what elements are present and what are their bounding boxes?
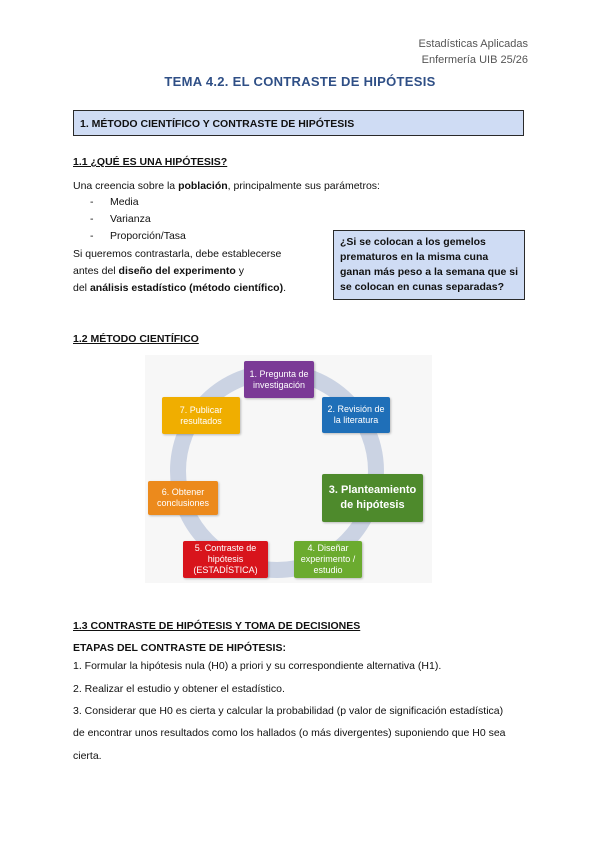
step-hypothesis-statement xyxy=(322,474,423,522)
line2-pre: antes del xyxy=(73,265,119,277)
stage-item-3-line-3: cierta. xyxy=(73,750,102,762)
document-header xyxy=(419,36,528,68)
step-2-label: 2. Revisión de la literatura xyxy=(327,404,385,425)
course-name: Estadísticas Aplicadas xyxy=(418,38,528,50)
step-5-label: 5. Contraste de hipótesis (ESTADÍSTICA) xyxy=(193,543,258,575)
paragraph-line-2 xyxy=(73,263,286,280)
step-hypothesis-test xyxy=(183,541,268,578)
step-publish-results xyxy=(162,397,240,434)
stage-item-2: 2. Realizar el estudio y obtener el estadístico. xyxy=(73,683,285,695)
line2-post: y xyxy=(235,265,244,277)
document-title: TEMA 4.2. EL CONTRASTE DE HIPÓTESIS xyxy=(164,74,436,89)
list-item: - Varianza xyxy=(90,213,151,225)
institution-name: Enfermería UIB 25/26 xyxy=(421,54,528,66)
example-question-callout: ¿Si se colocan a los gemelos prematuros en la misma cuna ganan más peso a la semana que si se colocan en cunas separadas? xyxy=(333,230,525,300)
stage-item-1: 1. Formular la hipótesis nula (H0) a priori y su correspondiente alternativa (H1). xyxy=(73,660,442,672)
contrast-paragraph xyxy=(73,246,286,297)
paragraph-line-1: Si queremos contrastarla, debe establecerse xyxy=(73,248,282,260)
bullet-varianza: Varianza xyxy=(110,213,151,225)
step-research-question xyxy=(244,361,314,398)
definition-bold: población xyxy=(178,180,228,192)
step-4-label: 4. Diseñar experimento / estudio xyxy=(300,543,356,575)
step-literature-review xyxy=(322,397,390,433)
line3-post: . xyxy=(283,282,286,294)
bullet-proporcion: Proporción/Tasa xyxy=(110,230,186,242)
step-7-label: 7. Publicar resultados xyxy=(179,404,223,426)
subsection-heading-1-1: 1.1 ¿QUÉ ES UNA HIPÓTESIS? xyxy=(73,156,228,168)
stages-label: ETAPAS DEL CONTRASTE DE HIPÓTESIS: xyxy=(73,642,286,654)
bullet-media: Media xyxy=(110,196,139,208)
subsection-heading-1-2: 1.2 MÉTODO CIENTÍFICO xyxy=(73,333,199,345)
subsection-heading-1-3: 1.3 CONTRASTE DE HIPÓTESIS Y TOMA DE DECISIONES xyxy=(73,620,361,632)
line3-bold: análisis estadístico (método científico) xyxy=(89,282,284,294)
stage-item-3-line-2: de encontrar unos resultados como los hallados (o más divergentes) suponiendo que H0 sea xyxy=(73,727,506,739)
line2-bold: diseño del experimento xyxy=(118,265,236,277)
stage-item-3-line-1: 3. Considerar que H0 es cierta y calcular la probabilidad (p valor de significación estadística) xyxy=(73,705,504,717)
list-item: - Media xyxy=(90,196,139,208)
section-heading-1: 1. MÉTODO CIENTÍFICO Y CONTRASTE DE HIPÓTESIS xyxy=(73,110,524,136)
step-3-label: 3. Planteamiento de hipótesis xyxy=(328,484,417,511)
definition-post: , principalmente sus parámetros: xyxy=(227,180,380,192)
paragraph-line-3 xyxy=(73,280,286,297)
list-item: - Proporción/Tasa xyxy=(90,230,186,242)
step-6-label: 6. Obtener conclusiones xyxy=(156,487,210,508)
definition-pre: Una creencia sobre la xyxy=(73,180,179,192)
step-obtain-conclusions xyxy=(148,481,218,515)
step-1-label: 1. Pregunta de investigación xyxy=(249,368,309,390)
line3-pre: del xyxy=(73,282,90,294)
hypothesis-definition xyxy=(73,178,380,195)
step-design-experiment xyxy=(294,541,362,578)
